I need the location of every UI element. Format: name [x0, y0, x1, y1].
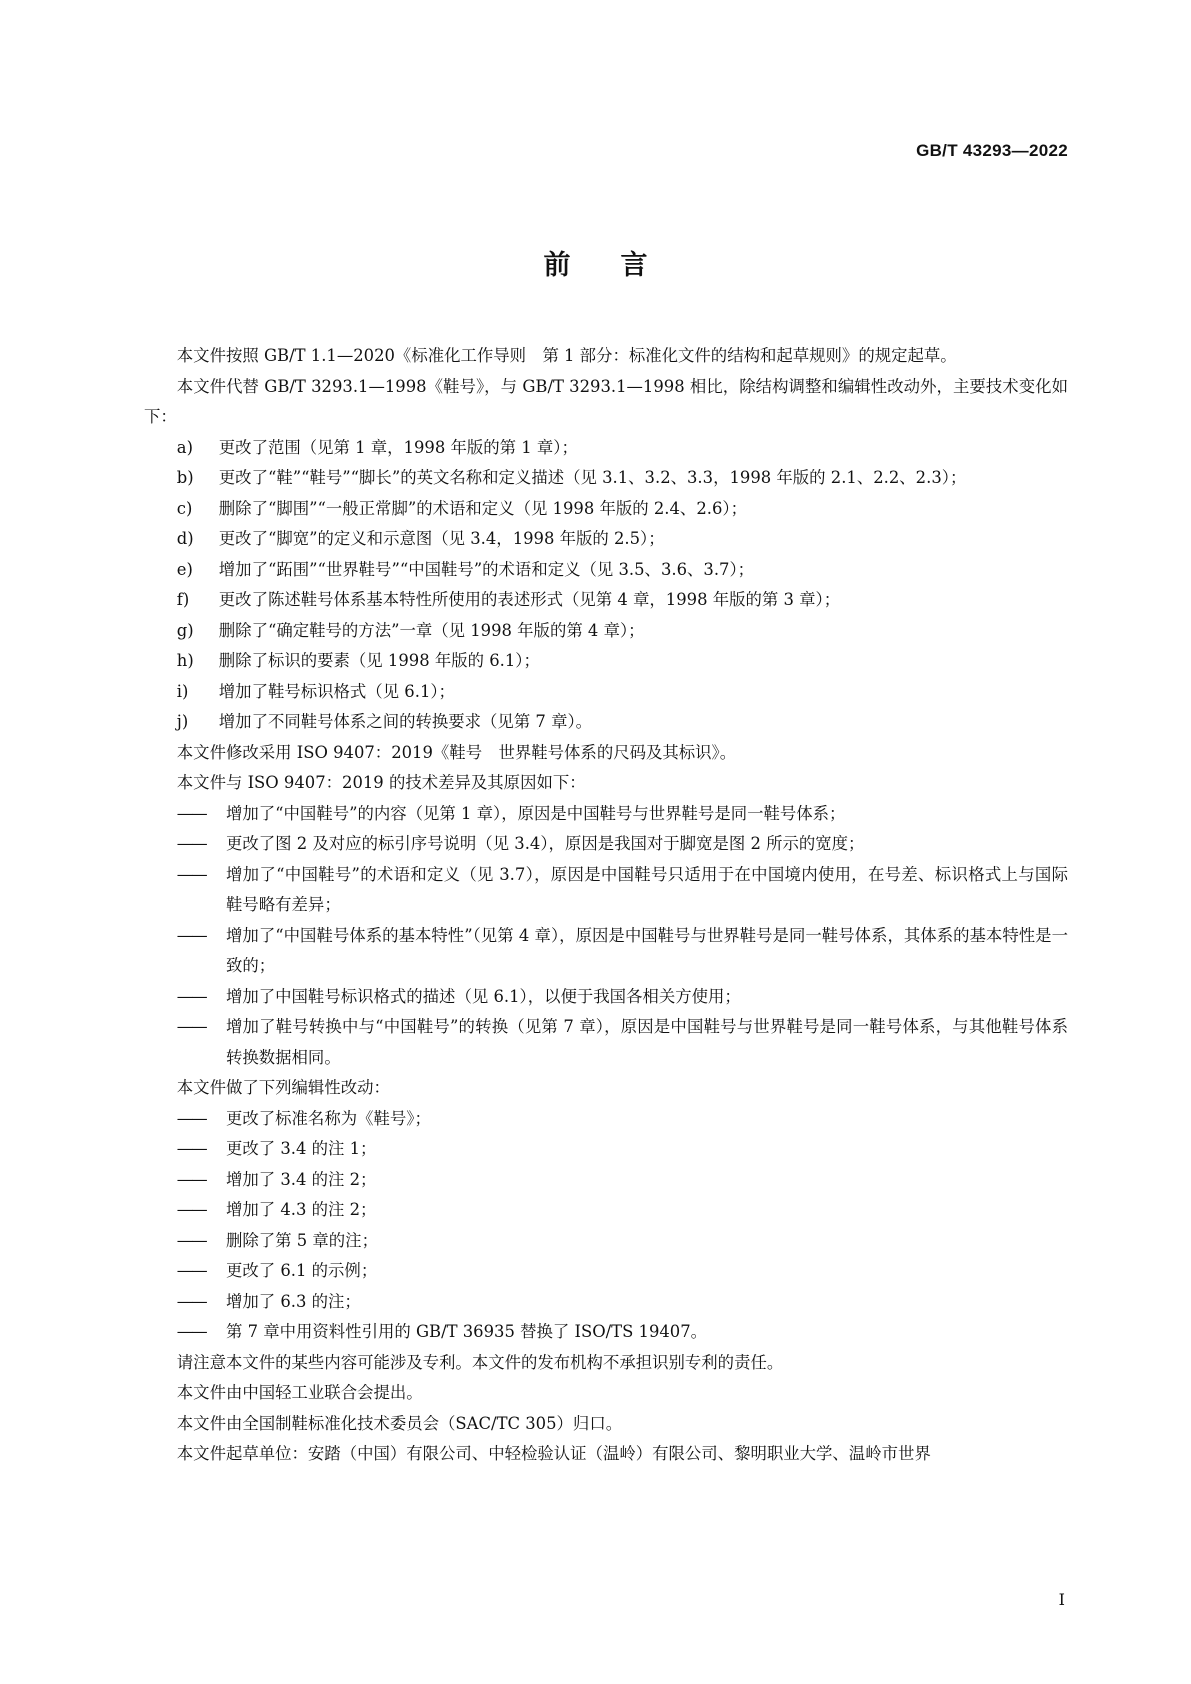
item-text: 删除了第 5 章的注； — [225, 1230, 378, 1250]
item-text: 更改了 3.4 的注 1； — [225, 1139, 377, 1158]
list-item — [144, 585, 1068, 616]
intro-paragraph-1: 本文件按照 GB/T 1.1—2020《标准化工作导则 第 1 部分：标准化文件的结构和起草规则》的规定起草。 — [176, 346, 957, 365]
item-label: i) — [176, 681, 189, 701]
list-item — [144, 646, 1068, 677]
list-item — [144, 1226, 1068, 1257]
list-item — [144, 921, 1068, 982]
item-text: 增加了不同鞋号体系之间的转换要求（见第 7 章）。 — [218, 712, 593, 731]
item-label: g) — [176, 620, 194, 640]
list-item — [144, 1195, 1068, 1226]
list-item — [144, 1134, 1068, 1165]
changes-list — [144, 433, 1068, 738]
intro-paragraph-2: 本文件代替 GB/T 3293.1—1998《鞋号》，与 GB/T 3293.1—1998 相比，除结构调整和编辑性改动外，主要技术变化如下： — [144, 376, 1068, 426]
list-item — [144, 860, 1068, 921]
item-label: d) — [176, 529, 194, 548]
adoption-statement: 本文件修改采用 ISO 9407：2019《鞋号 世界鞋号体系的尺码及其标识》。 — [176, 742, 737, 762]
item-label: b) — [176, 468, 194, 487]
dash-marker: —— — [176, 1230, 206, 1250]
dash-marker: —— — [176, 1322, 206, 1341]
dash-marker: —— — [176, 1017, 206, 1036]
item-label: c) — [176, 498, 193, 518]
page-title: 前言 — [543, 250, 698, 281]
list-item — [144, 463, 1068, 494]
dash-marker: —— — [176, 1291, 206, 1311]
list-item — [144, 1317, 1068, 1348]
item-text: 更改了陈述鞋号体系基本特性所使用的表述形式（见第 4 章，1998 年版的第 3 章）； — [218, 590, 841, 609]
dash-marker: —— — [176, 925, 206, 945]
list-item — [144, 494, 1068, 525]
page-number: Ⅰ — [1058, 1590, 1065, 1609]
item-label: f) — [176, 590, 190, 609]
list-item — [144, 524, 1068, 555]
item-text: 增加了 3.4 的注 2； — [225, 1169, 377, 1189]
item-text: 删除了“确定鞋号的方法”一章（见 1998 年版的第 4 章）； — [218, 620, 645, 640]
dash-marker: —— — [176, 864, 206, 884]
list-item — [144, 799, 1068, 830]
item-label: h) — [176, 651, 194, 670]
item-text: 更改了“脚宽”的定义和示意图（见 3.4，1998 年版的 2.5）； — [218, 529, 665, 548]
item-label: j) — [176, 712, 189, 731]
list-item — [144, 677, 1068, 708]
item-text: 删除了“脚围”“一般正常脚”的术语和定义（见 1998 年版的 2.4、2.6）； — [218, 498, 747, 518]
list-item — [144, 555, 1068, 586]
list-item — [144, 1012, 1068, 1073]
dash-marker: —— — [176, 834, 206, 853]
item-text: 增加了“中国鞋号体系的基本特性”（见第 4 章），原因是中国鞋号与世界鞋号是同一鞋号体系，其体系的基本特性是一致的； — [225, 925, 1068, 975]
dash-marker: —— — [176, 1108, 206, 1128]
list-item — [144, 1165, 1068, 1196]
item-label: a) — [176, 437, 193, 457]
list-item — [144, 707, 1068, 738]
item-text: 增加了鞋号标识格式（见 6.1）； — [218, 681, 455, 701]
committee-statement: 本文件由全国制鞋标准化技术委员会（SAC/TC 305）归口。 — [176, 1413, 623, 1433]
editorial-changes-list — [144, 1104, 1068, 1348]
item-label: e) — [176, 559, 193, 579]
list-item — [144, 1104, 1068, 1135]
patent-notice: 请注意本文件的某些内容可能涉及专利。本文件的发布机构不承担识别专利的责任。 — [176, 1352, 784, 1372]
list-item — [144, 829, 1068, 860]
item-text: 增加了“跖围”“世界鞋号”“中国鞋号”的术语和定义（见 3.5、3.6、3.7）； — [218, 559, 755, 579]
item-text: 更改了标准名称为《鞋号》； — [225, 1108, 431, 1128]
dash-marker: —— — [176, 1200, 206, 1219]
dash-marker: —— — [176, 1139, 206, 1158]
dash-marker: —— — [176, 1169, 206, 1189]
drafting-units: 本文件起草单位：安踏（中国）有限公司、中轻检验认证（温岭）有限公司、黎明职业大学、温岭市世界 — [176, 1444, 931, 1463]
item-text: 第 7 章中用资料性引用的 GB/T 36935 替换了 ISO/TS 19407。 — [225, 1322, 708, 1341]
item-text: 增加了“中国鞋号”的术语和定义（见 3.7），原因是中国鞋号只适用于在中国境内使用，在号差、标识格式上与国际鞋号略有差异； — [225, 864, 1068, 914]
item-text: 删除了标识的要素（见 1998 年版的 6.1）； — [218, 651, 540, 670]
item-text: 增加了“中国鞋号”的内容（见第 1 章），原因是中国鞋号与世界鞋号是同一鞋号体系； — [225, 803, 846, 823]
foreword-body — [144, 341, 1068, 1470]
list-item — [144, 616, 1068, 647]
item-text: 更改了 6.1 的示例； — [225, 1261, 378, 1280]
list-item — [144, 1287, 1068, 1318]
item-text: 增加了鞋号转换中与“中国鞋号”的转换（见第 7 章），原因是中国鞋号与世界鞋号是同一鞋号体系，与其他鞋号体系转换数据相同。 — [225, 1017, 1068, 1067]
item-text: 增加了 4.3 的注 2； — [225, 1200, 377, 1219]
technical-diff-list — [144, 799, 1068, 1074]
document-code: GB/T 43293—2022 — [916, 141, 1068, 160]
dash-marker: —— — [176, 1261, 206, 1280]
item-text: 增加了 6.3 的注； — [225, 1291, 361, 1311]
dash-marker: —— — [176, 986, 206, 1006]
dash-marker: —— — [176, 803, 206, 823]
proposer-statement: 本文件由中国轻工业联合会提出。 — [176, 1383, 423, 1402]
item-text: 更改了图 2 及对应的标引序号说明（见 3.4），原因是我国对于脚宽是图 2 所示的宽度； — [225, 834, 865, 853]
item-text: 更改了范围（见第 1 章，1998 年版的第 1 章）； — [218, 437, 578, 457]
editorial-changes-intro: 本文件做了下列编辑性改动： — [176, 1078, 390, 1097]
item-text: 更改了“鞋”“鞋号”“脚长”的英文名称和定义描述（见 3.1、3.2、3.3，1998 年版的 2.1、2.2、2.3）； — [218, 468, 967, 487]
list-item — [144, 433, 1068, 464]
list-item — [144, 982, 1068, 1013]
technical-diff-intro: 本文件与 ISO 9407：2019 的技术差异及其原因如下： — [176, 773, 586, 792]
item-text: 增加了中国鞋号标识格式的描述（见 6.1），以便于我国各相关方使用； — [225, 986, 741, 1006]
list-item — [144, 1256, 1068, 1287]
